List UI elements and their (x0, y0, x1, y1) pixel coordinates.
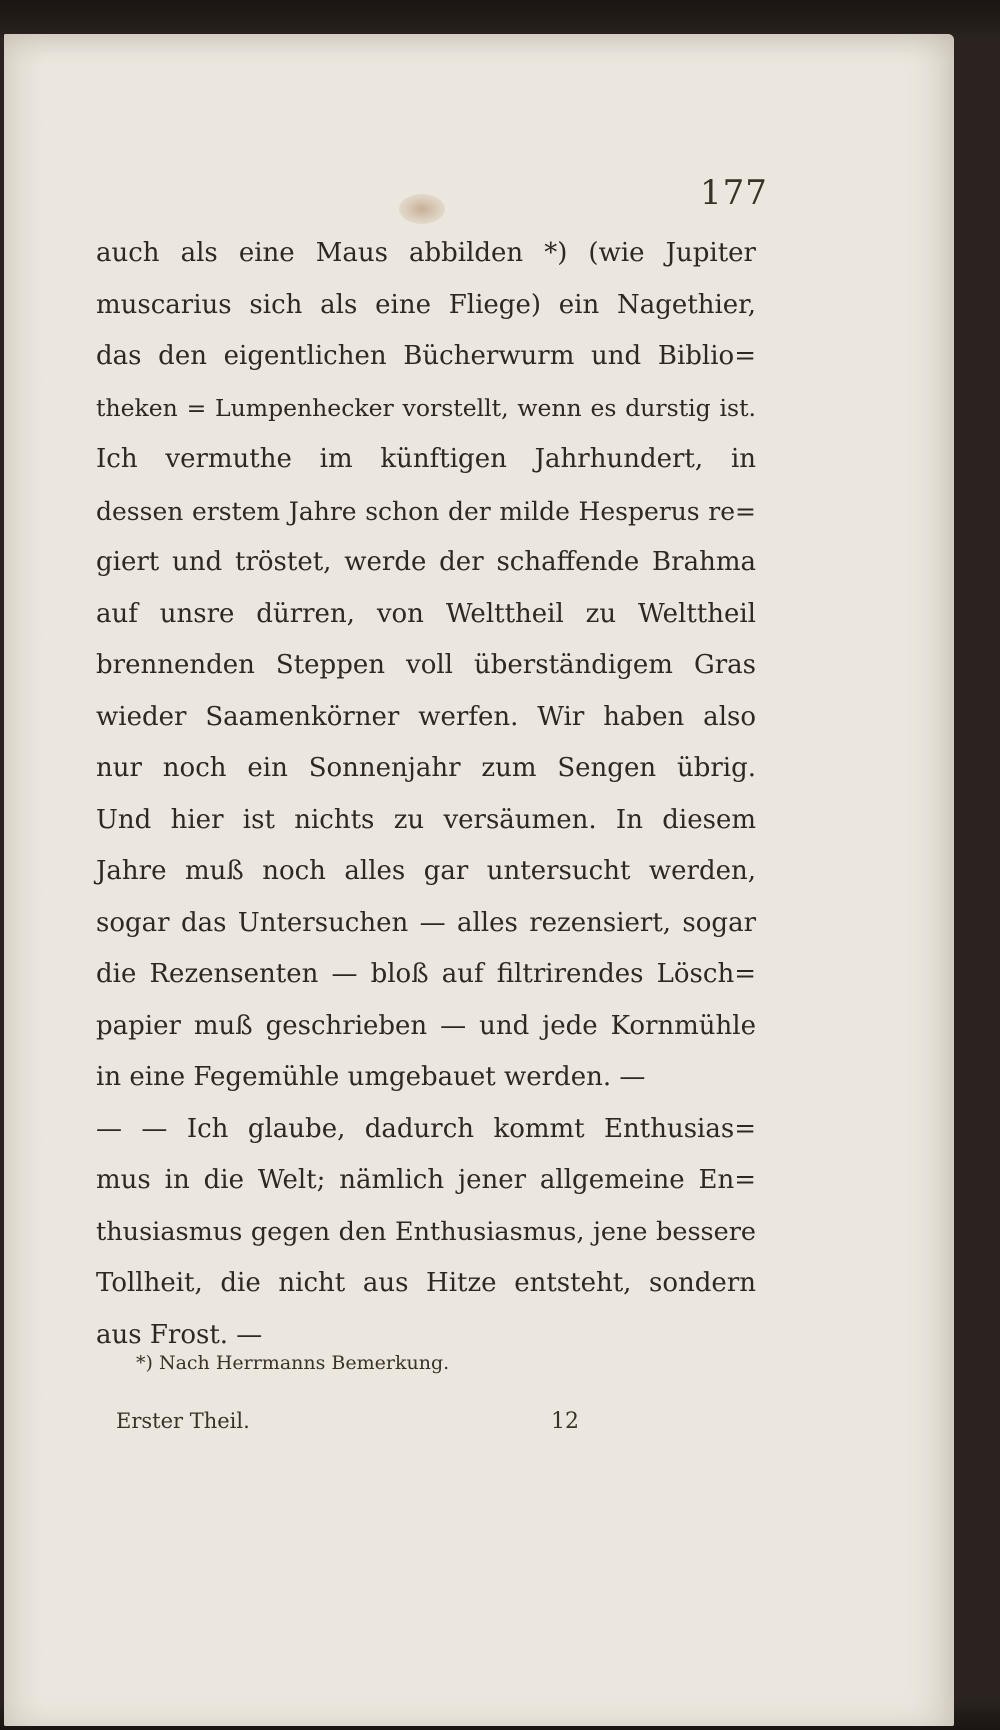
text-line: aus Frost. — (96, 1319, 263, 1350)
text-line: in eine Fegemühle umgebauet werden. — (96, 1062, 646, 1092)
text-line: brennenden Steppen voll überständigem Gras (96, 650, 756, 680)
text-line: die Rezensenten — bloß auf filtrirendes Lösch= (96, 959, 756, 989)
text-line: das den eigentlichen Bücherwurm und Biblio= (96, 341, 756, 371)
text-line: theken = Lumpenhecker vorstellt, wenn es durstig ist. (96, 393, 756, 422)
text-line: — — Ich glaube, dadurch kommt Enthusias= (96, 1113, 756, 1144)
text-line: wieder Saamenkörner werfen. Wir haben also (96, 701, 756, 732)
text-line: auf unsre dürren, von Welttheil zu Welttheil (96, 598, 756, 629)
text-line: papier muß geschrieben — und jede Kornmühle (96, 1010, 756, 1041)
text-line: sogar das Untersuchen — alles rezensiert, sogar (96, 907, 756, 938)
footnote: *) Nach Herrmanns Bemerkung. (136, 1352, 450, 1374)
text-line: nur noch ein Sonnenjahr zum Sengen übrig. (96, 753, 756, 783)
text-line: Tollheit, die nicht aus Hitze entsteht, sondern (96, 1268, 756, 1298)
text-line: giert und tröstet, werde der schaffende Brahma (96, 547, 756, 577)
text-line: auch als eine Maus abbilden *) (wie Jupiter (96, 238, 756, 268)
text-line: Jahre muß noch alles gar untersucht werden, (96, 856, 756, 886)
text-line: dessen erstem Jahre schon der milde Hesperus re= (96, 496, 756, 526)
text-line: Ich vermuthe im künftigen Jahrhundert, in (96, 444, 756, 474)
sheet-number: 12 (551, 1409, 579, 1434)
text-line: muscarius sich als eine Fliege) ein Nagethier, (96, 289, 756, 320)
signature-mark: Erster Theil. (116, 1409, 250, 1433)
body-text (96, 228, 756, 1361)
text-line: mus in die Welt; nämlich jener allgemeine En= (96, 1165, 756, 1195)
paper-stain (399, 194, 445, 224)
text-line: thusiasmus gegen den Enthusiasmus, jene bessere (96, 1216, 756, 1247)
page-number: 177 (700, 173, 768, 213)
text-line: Und hier ist nichts zu versäumen. In diesem (96, 804, 756, 835)
